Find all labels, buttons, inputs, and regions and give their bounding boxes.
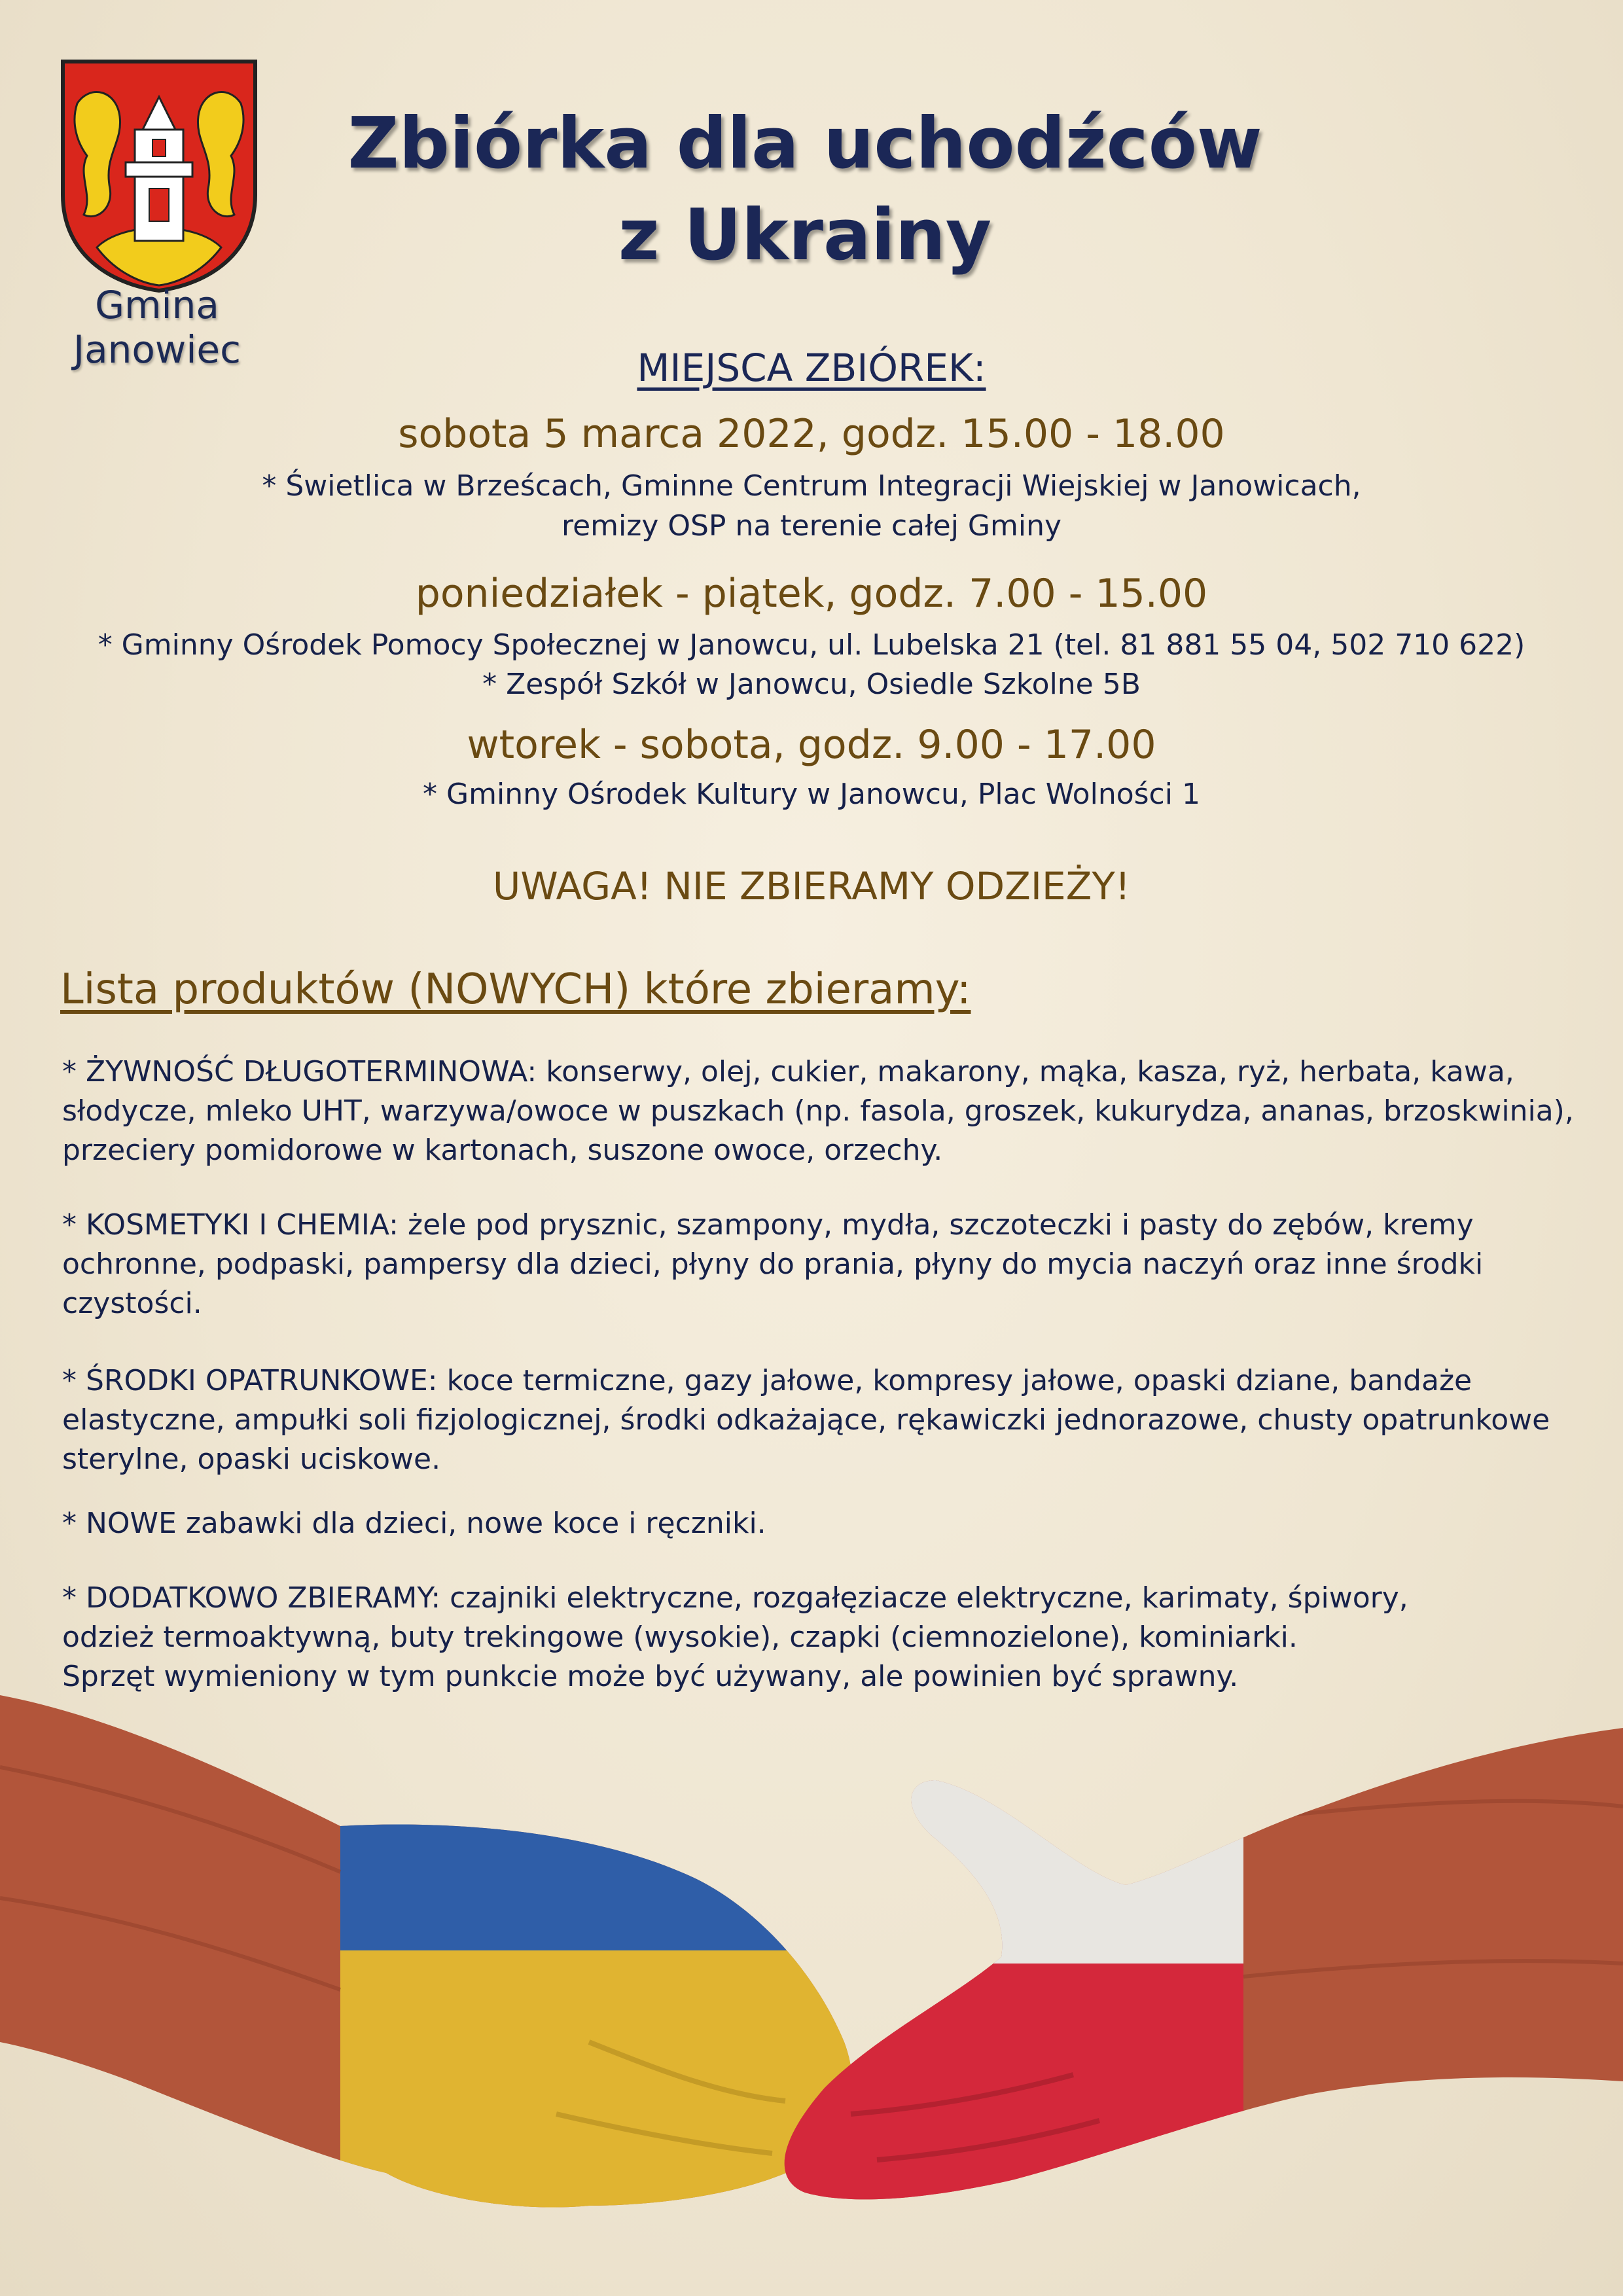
slot-3-line-1: * Gminny Ośrodek Kultury w Janowcu, Plac Wolności 1 xyxy=(423,778,1200,811)
products-cosmetics xyxy=(62,1206,1587,1323)
products-medical-line: sterylne, opaski uciskowe. xyxy=(62,1443,441,1476)
handshake-illustration xyxy=(0,1662,1623,2296)
slot-1-line-2: remizy OSP na terenie całej Gminy xyxy=(561,509,1062,543)
municipality-label-line1: Gmina xyxy=(95,283,219,327)
slot-2-line-2: * Zespół Szkół w Janowcu, Osiedle Szkolne 5B xyxy=(482,668,1141,701)
products-heading: Lista produktów (NOWYCH) które zbieramy: xyxy=(60,965,971,1014)
products-toys xyxy=(62,1504,1587,1543)
ua-flag-blue xyxy=(340,1662,929,1950)
locations-heading: MIEJSCA ZBIÓREK: xyxy=(637,346,986,390)
products-medical xyxy=(62,1361,1587,1479)
products-cosmetics-line: * KOSMETYKI I CHEMIA: żele pod prysznic, szampony, mydła, szczoteczki i pasty do zębów, kremy xyxy=(62,1208,1474,1242)
products-food-line: przeciery pomidorowe w kartonach, suszone owoce, orzechy. xyxy=(62,1134,943,1167)
coat-of-arms xyxy=(58,58,260,293)
products-medical-line: elastyczne, ampułki soli fizjologicznej, środki odkażające, rękawiczki jednorazowe, chusty opatrunkowe xyxy=(62,1403,1550,1437)
products-food xyxy=(62,1052,1587,1170)
products-food-line: * ŻYWNOŚĆ DŁUGOTERMINOWA: konserwy, olej, cukier, makarony, mąka, kasza, ryż, herbata, kawa, xyxy=(62,1055,1514,1088)
page-title-line1: Zbiórka dla uchodźców xyxy=(348,103,1262,185)
pl-flag-red xyxy=(772,1964,1243,2251)
products-cosmetics-line: ochronne, podpaski, pampersy dla dzieci, płyny do prania, płyny do mycia naczyń oraz inne środki xyxy=(62,1247,1484,1281)
products-medical-line: * ŚRODKI OPATRUNKOWE: koce termiczne, gazy jałowe, kompresy jałowe, opaski dziane, bandaże xyxy=(62,1364,1472,1397)
slot-3-when: wtorek - sobota, godz. 9.00 - 17.00 xyxy=(467,722,1156,768)
slot-2-line-1: * Gminny Ośrodek Pomocy Społecznej w Janowcu, ul. Lubelska 21 (tel. 81 881 55 04, 502 710 622) xyxy=(98,628,1525,662)
slot-1-line-1: * Świetlica w Brześcach, Gminne Centrum Integracji Wiejskiej w Janowicach, xyxy=(262,469,1361,503)
slot-1-when: sobota 5 marca 2022, godz. 15.00 - 18.00 xyxy=(398,411,1225,457)
pl-flag-white xyxy=(772,1662,1243,1964)
warning-no-clothes: UWAGA! NIE ZBIERAMY ODZIEŻY! xyxy=(492,864,1131,908)
slot-2-when: poniedziałek - piątek, godz. 7.00 - 15.00 xyxy=(415,571,1208,617)
products-extra-line: Sprzęt wymieniony w tym punkcie może być używany, ale powinien być sprawny. xyxy=(62,1660,1239,1693)
poland-hand xyxy=(772,1662,1623,2251)
page-title xyxy=(281,98,1329,281)
page-title-line2: z Ukrainy xyxy=(618,194,992,276)
products-toys-line: * NOWE zabawki dla dzieci, nowe koce i ręczniki. xyxy=(62,1507,766,1540)
products-food-line: słodycze, mleko UHT, warzywa/owoce w puszkach (np. fasola, groszek, kukurydza, ananas, brzoskwinia), xyxy=(62,1094,1574,1128)
products-extra-line: * DODATKOWO ZBIERAMY: czajniki elektryczne, rozgałęziacze elektryczne, karimaty, śpiwory, xyxy=(62,1581,1408,1615)
products-cosmetics-line: czystości. xyxy=(62,1287,202,1320)
products-extra-line: odzież termoaktywną, buty trekingowe (wysokie), czapki (ciemnozielone), kominiarki. xyxy=(62,1621,1298,1654)
municipality-label-line2: Janowiec xyxy=(73,327,241,372)
